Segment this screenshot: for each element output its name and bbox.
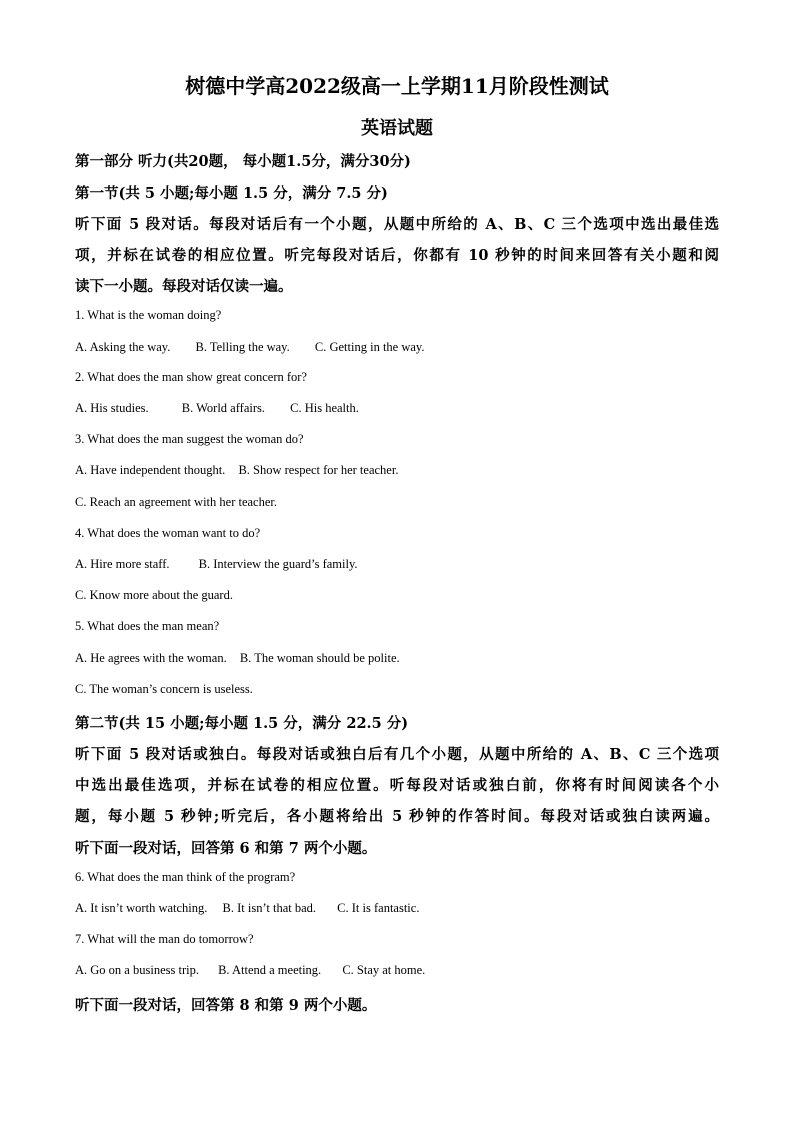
question-stem: 6. What does the man think of the program? — [75, 870, 296, 884]
option-c: C. Getting in the way. — [314, 340, 425, 354]
dialog-intro: 听下面一段对话，回答第 6 和第 7 两个小题。 — [75, 840, 377, 857]
section1-instruction-line: 听下面 5 段对话。每段对话后有一个小题，从题中所给的 A、B、C 三个选项中选出最佳选 — [75, 216, 719, 233]
part1-heading: 第一部分 听力(共20题， 每小题1.5分，满分30分) — [75, 153, 411, 170]
option-b: B. Attend a meeting. — [218, 963, 322, 977]
dialog-intro: 听下面一段对话，回答第 8 和第 9 两个小题。 — [75, 997, 377, 1014]
section1-instruction-line: 项，并标在试卷的相应位置。听完每段对话后，你都有 10 秒钟的时间来回答有关小题和阅 — [75, 247, 719, 264]
question-stem: 3. What does the man suggest the woman do? — [75, 432, 304, 446]
option-c: C. Know more about the guard. — [75, 588, 233, 602]
option-c: C. Reach an agreement with her teacher. — [75, 495, 277, 509]
option-b: B. Show respect for her teacher. — [238, 463, 399, 477]
question-options — [75, 651, 422, 666]
question-stem: 5. What does the man mean? — [75, 619, 220, 633]
section2-instruction-line: 中选出最佳选项，并标在试卷的相应位置。听每段对话或独白前，你将有时间阅读各个小 — [75, 777, 719, 794]
option-b: B. It isn’t that bad. — [222, 901, 317, 915]
question-options — [75, 963, 447, 978]
section2-heading: 第二节(共 15 小题;每小题 1.5 分，满分 22.5 分) — [75, 715, 409, 732]
page-subtitle: 英语试题 — [361, 118, 433, 139]
option-c: C. Stay at home. — [342, 963, 426, 977]
option-c: C. The woman’s concern is useless. — [75, 682, 253, 696]
option-a: A. Hire more staff. — [75, 557, 170, 571]
question-options — [75, 463, 420, 478]
section2-instruction-line: 题，每小题 5 秒钟;听完后，各小题将给出 5 秒钟的作答时间。每段对话或独白读两遍。 — [75, 808, 719, 825]
question-stem: 4. What does the woman want to do? — [75, 526, 261, 540]
option-a: A. Have independent thought. — [75, 463, 226, 477]
question-options — [75, 340, 446, 355]
option-a: A. It isn’t worth watching. — [75, 901, 208, 915]
question-options — [75, 557, 380, 572]
question-options — [75, 401, 381, 416]
option-b: B. World affairs. — [181, 401, 265, 415]
question-options — [75, 901, 441, 916]
question-stem: 7. What will the man do tomorrow? — [75, 932, 254, 946]
option-b: B. Interview the guard’s family. — [198, 557, 358, 571]
option-a: A. His studies. — [75, 401, 149, 415]
option-c: C. His health. — [290, 401, 359, 415]
option-a: A. Asking the way. — [75, 340, 171, 354]
question-stem: 1. What is the woman doing? — [75, 308, 222, 322]
section1-heading: 第一节(共 5 小题;每小题 1.5 分，满分 7.5 分) — [75, 185, 388, 202]
option-b: B. Telling the way. — [195, 340, 290, 354]
section1-instruction-line: 读下一小题。每段对话仅读一遍。 — [75, 278, 293, 295]
section2-instruction-line: 听下面 5 段对话或独白。每段对话或独白后有几个小题，从题中所给的 A、B、C 三个选项 — [75, 746, 719, 763]
option-c: C. It is fantastic. — [337, 901, 420, 915]
question-stem: 2. What does the man show great concern for? — [75, 370, 307, 384]
option-a: A. He agrees with the woman. — [75, 651, 227, 665]
option-b: B. The woman should be polite. — [239, 651, 400, 665]
page-title: 树德中学高2022级高一上学期11月阶段性测试 — [185, 74, 609, 98]
option-a: A. Go on a business trip. — [75, 963, 199, 977]
